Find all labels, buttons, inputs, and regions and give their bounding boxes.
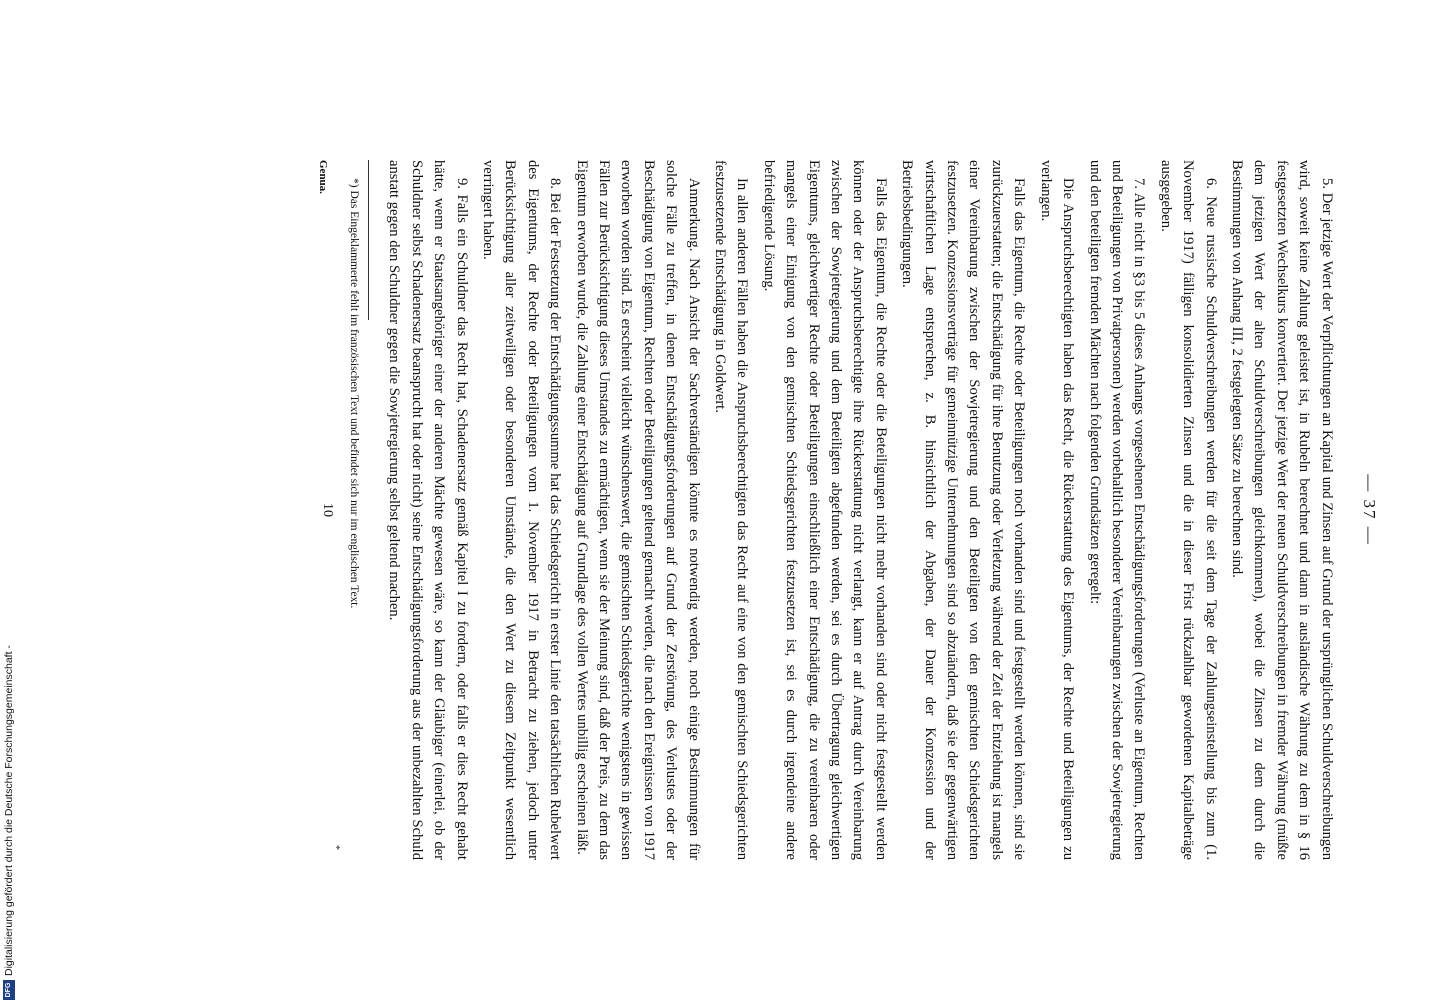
paragraph-9: 9. Falls ein Schuldner das Recht hat, Schadenersatz gemäß Kapitel I zu fordern, oder falls er dies Recht gehabt hätte, wenn er Staatsangehöriger einer der anderen Mächte gewesen wäre, so kann der Gläubiger (einerlei, ob der Schuldner selbst Schadenersatz beansprucht hat oder nicht) seine Entschädigungsforderung aus der unbezahlten Schuld anstatt gegen den Schuldner gegen die Sowjetregierung selbst geltend machen. <box>386 160 470 860</box>
paragraph-5: 5. Der jetzige Wert der Verpflichtungen an Kapital und Zinsen auf Grund der ursprünglichen Schuldverschreibungen wird, soweit keine Zahlung geleistet ist, in Rubeln berechnet und dann in ausländische Währung zu dem in § 16 festgesetzten Wechselkurs konvertiert. Der jetzige Wert der neuen Schuldverschreibungen in fremder Währung (müßte dem jetzigen Wert der alten Schuldverschreibungen gleichkommen), wobei die Zinsen zu dem durch die Bestimmungen von Anhang III, 2 festgelegten Sätze zu berechnen sind. <box>1228 160 1335 860</box>
digitization-credit <box>2 600 18 1000</box>
rotated-document-page <box>100 160 1380 860</box>
footer-sheet-number: 10 <box>319 503 335 517</box>
paragraph-8: 8. Bei der Festsetzung der Entschädigungssumme hat das Schiedsgericht in erster Linie den tatsächlichen Rubelwert des Eigentums, der Rechte oder Beteiligungen vom 1. November 1917 in Betracht zu ziehen, jedoch unter Berücksichtigung aller zeitweiligen oder besonderen Umstände, die den Wert zu diesem Zeitpunkt wesentlich verringert haben. <box>479 160 564 860</box>
page-number: — 37 — <box>1360 474 1379 546</box>
footnote-divider <box>368 160 369 320</box>
paragraph-other-cases: In allen anderen Fällen haben die Anspruchsberechtigten das Recht auf eine von den gemischten Schiedsgerichten festzusetzende Entschädigung in Goldwert. <box>712 160 751 860</box>
paragraph-7: 7. Alle nicht in §3 bis 5 dieses Anhangs vorgesehenen Entschädigungsforderungen (Verluste an Eigentum, Rechten und Beteiligungen von Privatpersonen) werden vorbehaltlich besonderer Vereinbarungen zwischen der Sowjetregierung und den beteiligten fremden Mächten nach folgenden Grundsätzen geregelt: <box>1086 160 1148 861</box>
paragraph-remark: Anmerkung. Nach Ansicht der Sachverständigen könnte es notwendig werden, noch einige Bestimmungen für solche Fälle zu treffen, in denen Entschädigungsforderungen auf Grund der Zerstörung, des Verlustes oder der Beschädigung von Eigentum, Rechten oder Beteiligungen geltend gemacht werden, die nach den Ereignissen von 1917 erworben worden sind. Es erscheint vielleicht wünschenswert, die gemischten Schiedsgerichte wenigstens in gewissen Fällen zur Berücksichtigung dieses Umstandes zu ermächtigen, wenn sie der Meinung sind, daß der Preis, zu dem das Eigentum erworben wurde, die Zahlung einer Entschädigung auf Grundlage des vollen Wertes unbillig erscheinen läßt. <box>573 160 702 860</box>
paragraph-claim-rights: Die Anspruchsberechtigten haben das Recht, die Rückerstattung des Eigentums, der Rechte und Beteiligungen zu verlangen. <box>1037 160 1077 860</box>
footer-mark: * <box>329 845 341 850</box>
footer-signature: Genua. <box>316 160 329 194</box>
footnote: *) Das Eingeklammerte fehlt im französischen Text und befindet sich nur im englischen Text. <box>347 178 360 609</box>
dfg-logo-icon: DFG <box>3 980 15 1000</box>
paragraph-property-existing: Falls das Eigentum, die Rechte oder Beteiligungen noch vorhanden sind und festgestellt werden können, sind sie zurückzuerstatten; die Entschädigung für ihre Benutzung oder Verletzung während der Zeit der Entziehung ist mangels einer Vereinbarung zwischen der Sowjetregierung und den Beteiligten von den gemischten Schiedsgerichten festzusetzen. Konzessionsverträge für gemeinnützige Unternehmungen sind so abzuändern, daß sie der gegenwärtigen wirtschaftlichen Lage entsprechen, z. B. hinsichtlich der Abgaben, der Dauer der Konzession und der Betriebsbedingungen. <box>899 160 1028 860</box>
page-footer <box>312 160 341 860</box>
digitization-credit-text: Digitalisierung gefördert durch die Deutsche Forschungsgemeinschaft - <box>3 645 15 976</box>
paragraph-property-missing: Falls das Eigentum, die Rechte oder die Beteiligungen nicht mehr vorhanden sind oder nicht festgestellt werden können oder der Anspruchsberechtigte ihre Rückerstattung nicht verlangt, kann er auf Antrag durch Vereinbarung zwischen der Sowjetregierung und dem Beteiligten abgefunden werden, sei es durch Übertragung gleichwertigen Eigentums, gleichwertiger Rechte oder Beteiligungen einschließlich einer Entschädigung, die zu vereinbaren oder mangels einer Einigung von den gemischten Schiedsgerichten festzusetzen ist, sei es durch irgendeine andere befriedigende Lösung. <box>760 160 889 860</box>
paragraph-6: 6. Neue russische Schuldverschreibungen werden für die seit dem Tage der Zahlungseinstellung bis zum (1. November 1917) fälligen konsolidierten Zinsen und die in dieser Frist rückzahlbar gewordenen Kapitalbeträge ausgegeben. <box>1157 160 1219 860</box>
